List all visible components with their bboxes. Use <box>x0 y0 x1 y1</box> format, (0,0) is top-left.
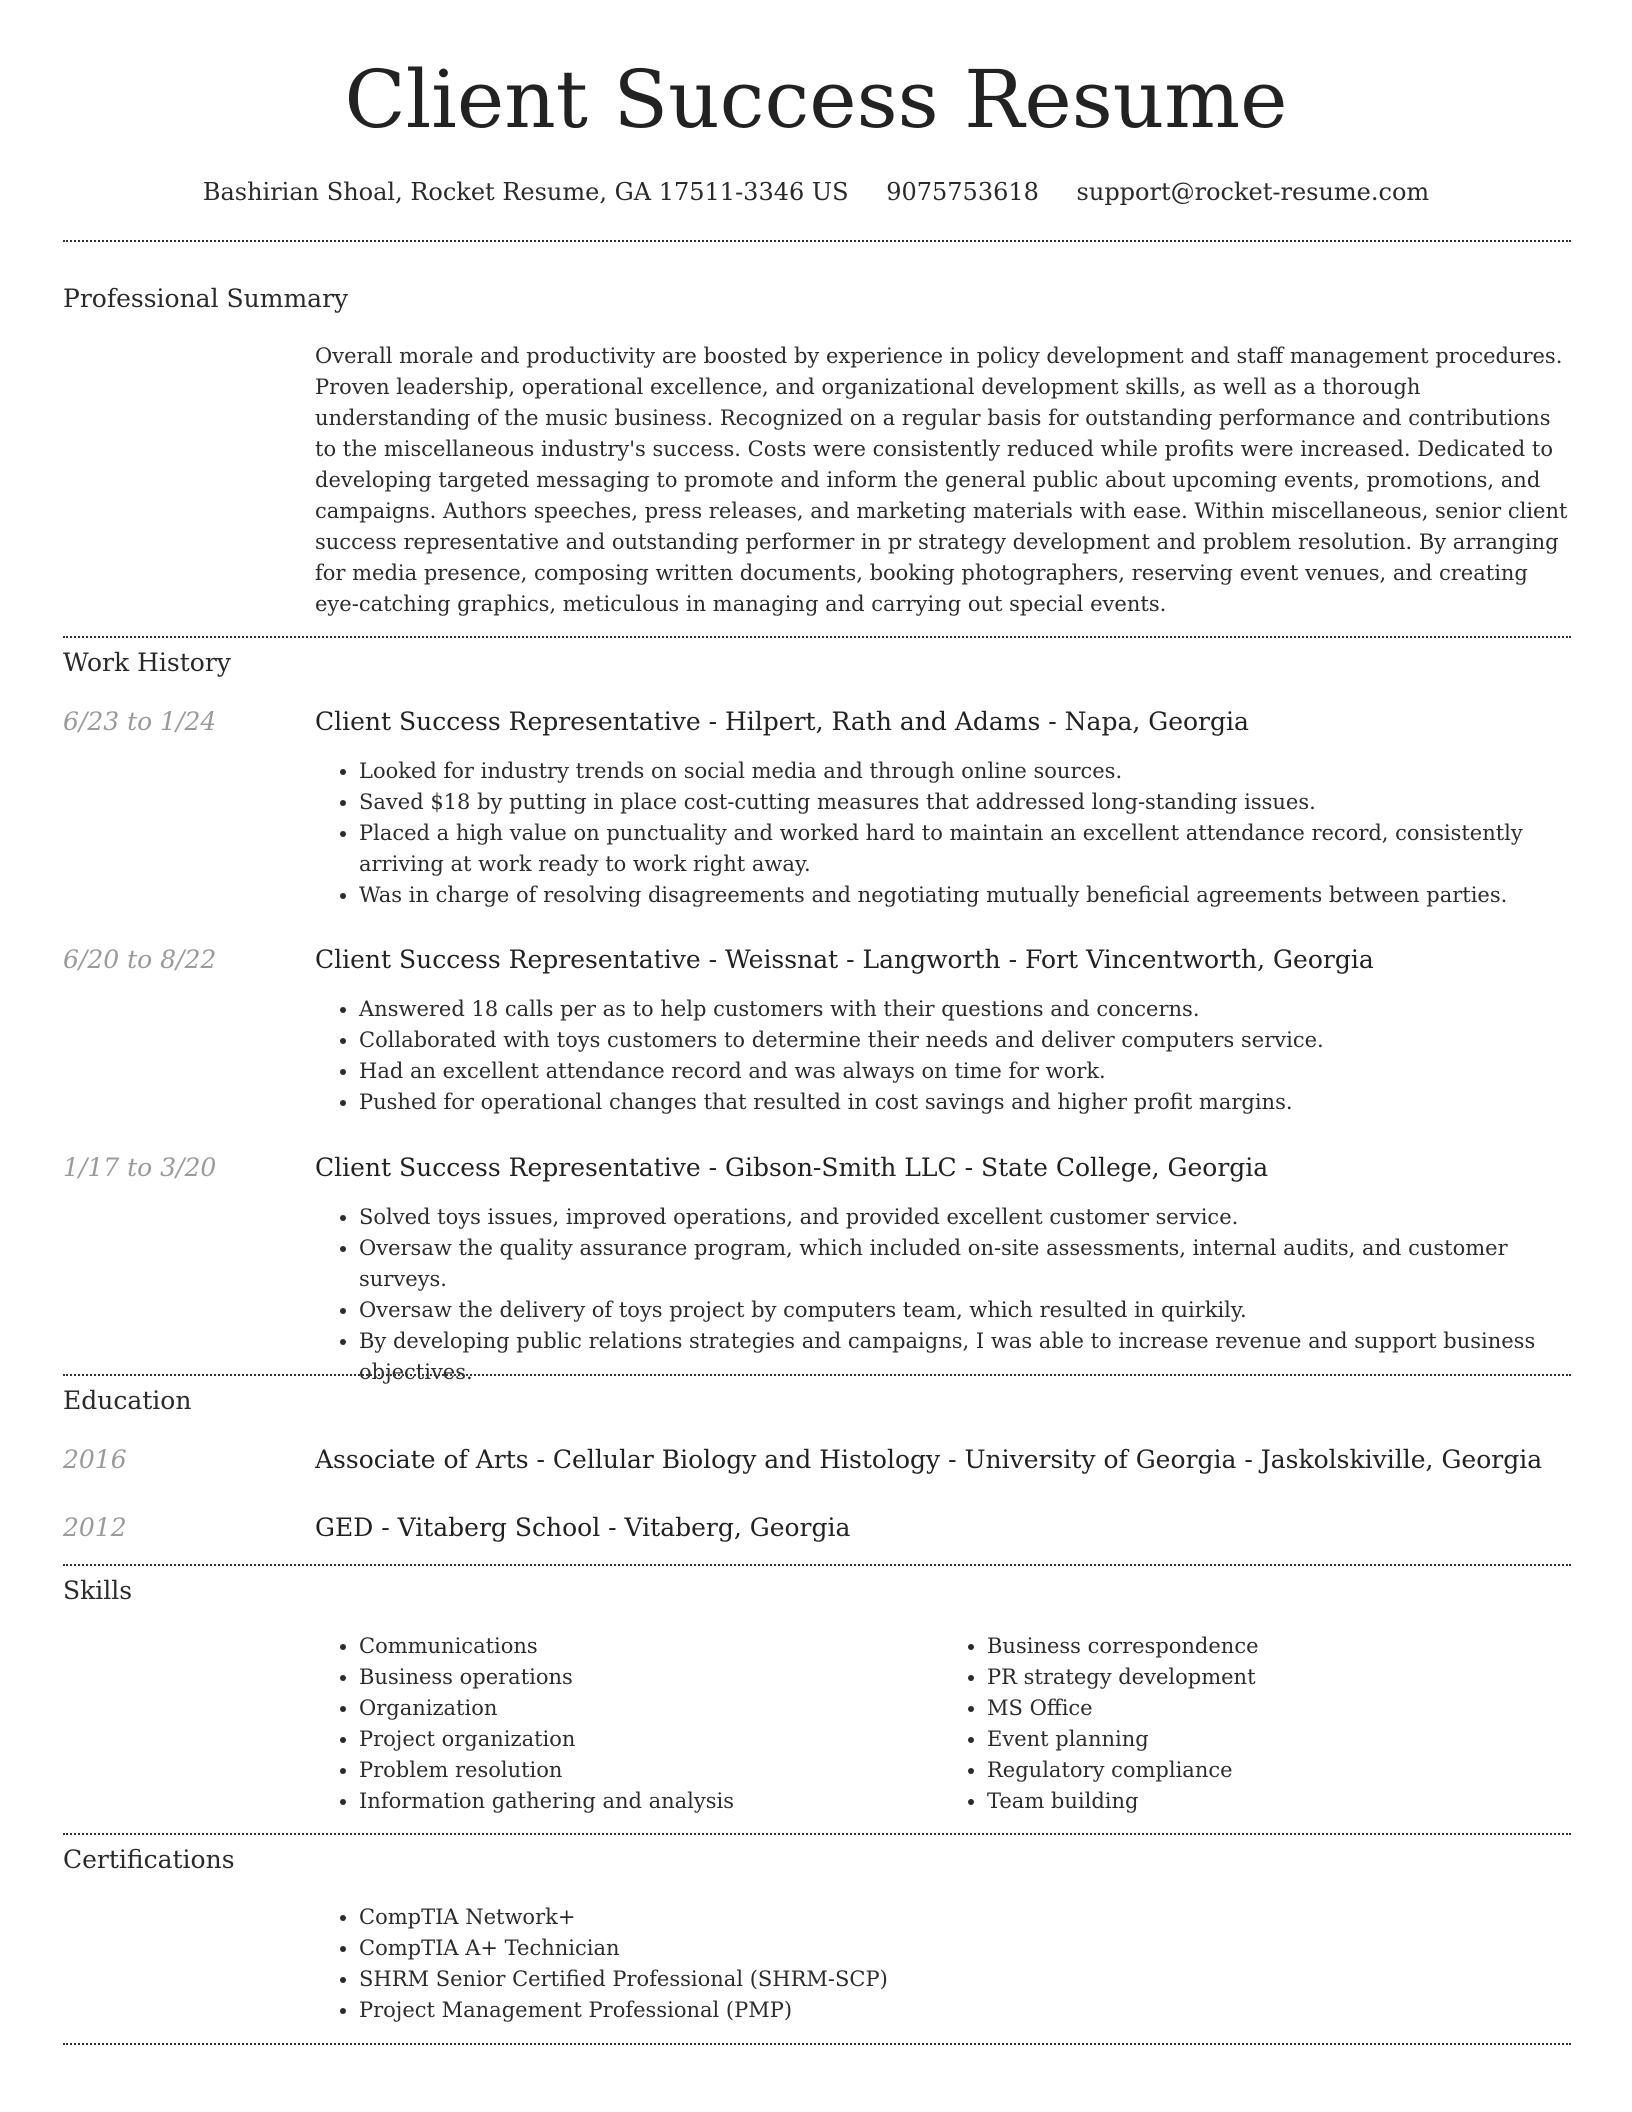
skills-list <box>315 1631 1571 1817</box>
list-item: • Business operations <box>359 1662 943 1693</box>
section-title-skills: Skills <box>63 1576 133 1605</box>
section-title-work: Work History <box>63 648 231 677</box>
job-dates: 1/17 to 3/20 <box>63 1153 217 1182</box>
list-item: • CompTIA A+ Technician <box>359 1933 1571 1964</box>
list-item: • Was in charge of resolving disagreements and negotiating mutually beneficial agreements between parties. <box>359 880 1571 911</box>
job-bullets <box>315 1202 1571 1388</box>
list-item: • Answered 18 calls per as to help customers with their questions and concerns. <box>359 994 1571 1025</box>
divider <box>63 1374 1571 1376</box>
contact-address: Bashirian Shoal, Rocket Resume, GA 17511-3346 US <box>202 178 849 206</box>
section-title-education: Education <box>63 1386 192 1415</box>
list-item: • Event planning <box>987 1724 1571 1755</box>
list-item: • Team building <box>987 1786 1571 1817</box>
job-dates: 6/20 to 8/22 <box>63 945 217 974</box>
list-item: • Placed a high value on punctuality and worked hard to maintain an excellent attendance record, consistently arriving at work ready to work right away. <box>359 818 1571 880</box>
list-item: • Had an excellent attendance record and was always on time for work. <box>359 1056 1571 1087</box>
job-title: Client Success Representative - Gibson-Smith LLC - State College, Georgia <box>315 1153 1269 1182</box>
list-item: • Information gathering and analysis <box>359 1786 943 1817</box>
section-title-certifications: Certifications <box>63 1845 235 1874</box>
list-item: • Problem resolution <box>359 1755 943 1786</box>
list-item: • Collaborated with toys customers to determine their needs and deliver computers service. <box>359 1025 1571 1056</box>
job-bullets <box>315 994 1571 1118</box>
list-item: • Pushed for operational changes that resulted in cost savings and higher profit margins. <box>359 1087 1571 1118</box>
education-entry: Associate of Arts - Cellular Biology and Histology - University of Georgia - Jaskolskiville, Georgia <box>315 1445 1543 1474</box>
section-title-summary: Professional Summary <box>63 284 349 313</box>
job-title: Client Success Representative - Weissnat - Langworth - Fort Vincentworth, Georgia <box>315 945 1374 974</box>
education-year: 2012 <box>63 1513 127 1542</box>
certifications-list <box>315 1902 1571 2026</box>
list-item: • Project Management Professional (PMP) <box>359 1995 1571 2026</box>
list-item: • MS Office <box>987 1693 1571 1724</box>
contact-line <box>0 178 1632 206</box>
education-entry: GED - Vitaberg School - Vitaberg, Georgia <box>315 1513 851 1542</box>
divider <box>63 636 1571 638</box>
divider <box>63 2043 1571 2045</box>
list-item: • Business correspondence <box>987 1631 1571 1662</box>
education-year: 2016 <box>63 1445 127 1474</box>
job-title: Client Success Representative - Hilpert, Rath and Adams - Napa, Georgia <box>315 707 1249 736</box>
skills-column-right <box>943 1631 1571 1817</box>
list-item: • Organization <box>359 1693 943 1724</box>
list-item: • Oversaw the quality assurance program, which included on-site assessments, internal audits, and customer surveys. <box>359 1233 1571 1295</box>
divider <box>63 240 1571 242</box>
list-item: • Saved $18 by putting in place cost-cutting measures that addressed long-standing issues. <box>359 787 1571 818</box>
list-item: • CompTIA Network+ <box>359 1902 1571 1933</box>
list-item: • Looked for industry trends on social media and through online sources. <box>359 756 1571 787</box>
list-item: • By developing public relations strategies and campaigns, I was able to increase revenue and support business objectives. <box>359 1326 1571 1388</box>
job-bullets <box>315 756 1571 911</box>
job-dates: 6/23 to 1/24 <box>63 707 217 736</box>
divider <box>63 1564 1571 1566</box>
list-item: • Project organization <box>359 1724 943 1755</box>
list-item: • Solved toys issues, improved operations, and provided excellent customer service. <box>359 1202 1571 1233</box>
contact-phone: 9075753618 <box>886 178 1039 206</box>
list-item: • Regulatory compliance <box>987 1755 1571 1786</box>
contact-email: support@rocket-resume.com <box>1076 178 1430 206</box>
list-item: • Communications <box>359 1631 943 1662</box>
list-item: • PR strategy development <box>987 1662 1571 1693</box>
summary-text: Overall morale and productivity are boosted by experience in policy development and staff management procedures. Proven leadership, operational excellence, and organizational development skills, as well as a thorough understanding of the music business. Recognized on a regular basis for outstanding performance and contributions to the miscellaneous industry's success. Costs were consistently reduced while profits were increased. Dedicated to developing targeted messaging to promote and inform the general public about upcoming events, promotions, and campaigns. Authors speeches, press releases, and marketing materials with ease. Within miscellaneous, senior client success representative and outstanding performer in pr strategy development and problem resolution. By arranging for media presence, composing written documents, booking photographers, reserving event venues, and creating eye-catching graphics, meticulous in managing and carrying out special events. <box>315 344 1568 616</box>
list-item: • SHRM Senior Certified Professional (SHRM-SCP) <box>359 1964 1571 1995</box>
skills-column-left <box>315 1631 943 1817</box>
list-item: • Oversaw the delivery of toys project by computers team, which resulted in quirkily. <box>359 1295 1571 1326</box>
resume-title: Client Success Resume <box>344 53 1288 146</box>
divider <box>63 1833 1571 1835</box>
